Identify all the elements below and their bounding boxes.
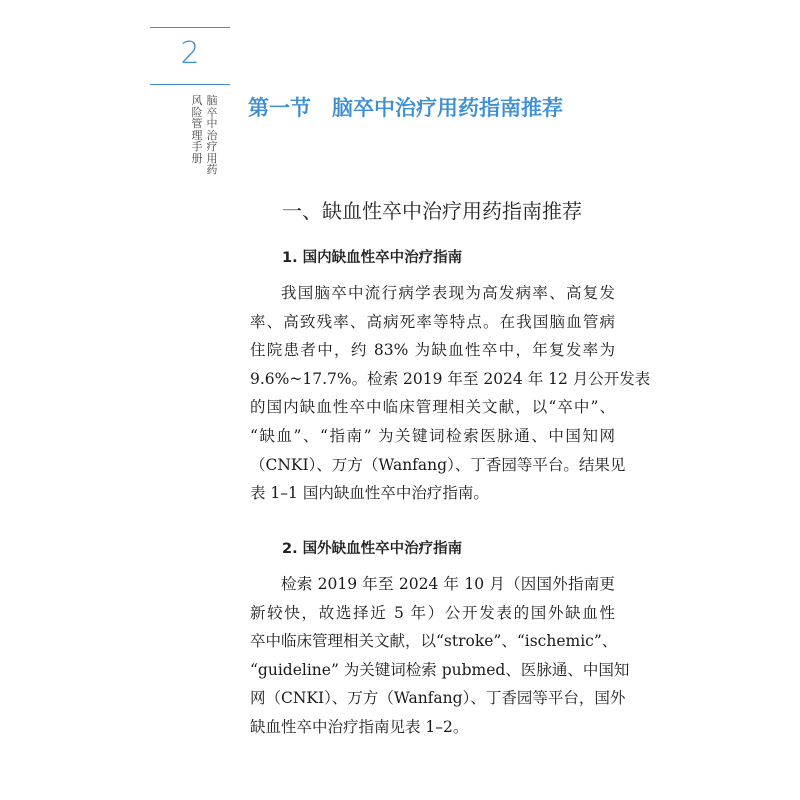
running-title-char: 疗 xyxy=(206,140,218,153)
paragraph-line: 检索 2019 年至 2024 年 10 月（因国外指南更 xyxy=(281,575,615,593)
paragraph-line: “缺血”、“指南” 为关键词检索医脉通、中国知网 xyxy=(250,426,615,445)
paragraph-line: 网（CNKI）、万方（Wanfang）、丁香园等平台，国外 xyxy=(250,689,626,708)
paragraph-line: 表 1–1 国内缺血性卒中治疗指南。 xyxy=(250,484,489,503)
running-title-char: 风 xyxy=(191,94,203,107)
item-1-paragraph xyxy=(250,279,651,508)
running-title-char: 脑 xyxy=(206,94,218,107)
paragraph-line: 的国内缺血性卒中临床管理相关文献，以“卒中”、 xyxy=(250,398,615,417)
paragraph-line: 9.6%~17.7%。检索 2019 年至 2024 年 12 月公开发表 xyxy=(250,369,651,388)
running-title-char: 药 xyxy=(206,163,218,176)
paragraph-line: 住院患者中，约 83% 为缺血性卒中，年复发率为 xyxy=(250,341,615,360)
paragraph-line: 我国脑卒中流行病学表现为高发病率、高复发 xyxy=(281,284,615,302)
running-title-column-1 xyxy=(205,95,219,176)
running-title-char: 手 xyxy=(191,140,203,153)
paragraph-line: 卒中临床管理相关文献，以“stroke”、“ischemic”、 xyxy=(250,632,618,651)
paragraph-line: 率、高致残率、高病死率等特点。在我国脑血管病 xyxy=(250,312,615,331)
running-title-char: 册 xyxy=(191,151,203,165)
page-number-top-rule xyxy=(150,27,230,28)
page-number: 2 xyxy=(180,36,200,71)
item-2-heading: 2. 国外缺血性卒中治疗指南 xyxy=(282,541,463,557)
section-title: 第一节 脑卒中治疗用药指南推荐 xyxy=(248,96,563,120)
item-1-heading: 1. 国内缺血性卒中治疗指南 xyxy=(282,250,463,266)
paragraph-line: “guideline” 为关键词检索 pubmed、医脉通、中国知 xyxy=(250,660,630,679)
running-title-char: 用 xyxy=(206,151,218,165)
running-title-char: 中 xyxy=(206,117,218,130)
subsection-title: 一、缺血性卒中治疗用药指南推荐 xyxy=(282,199,582,223)
running-title-char: 管 xyxy=(191,117,203,130)
running-title-char: 治 xyxy=(206,128,218,142)
running-title-char: 险 xyxy=(191,105,203,119)
running-title-column-2 xyxy=(190,95,204,164)
running-title-char: 理 xyxy=(191,128,203,142)
paragraph-line: 新较快，故选择近 5 年）公开发表的国外缺血性 xyxy=(250,603,615,622)
item-2-paragraph xyxy=(250,570,630,742)
page-number-bottom-rule xyxy=(150,84,230,85)
paragraph-line: 缺血性卒中治疗指南见表 1–2。 xyxy=(250,717,469,736)
running-title-char: 卒 xyxy=(206,105,218,119)
paragraph-line: （CNKI）、万方（Wanfang）、丁香园等平台。结果见 xyxy=(250,455,626,474)
